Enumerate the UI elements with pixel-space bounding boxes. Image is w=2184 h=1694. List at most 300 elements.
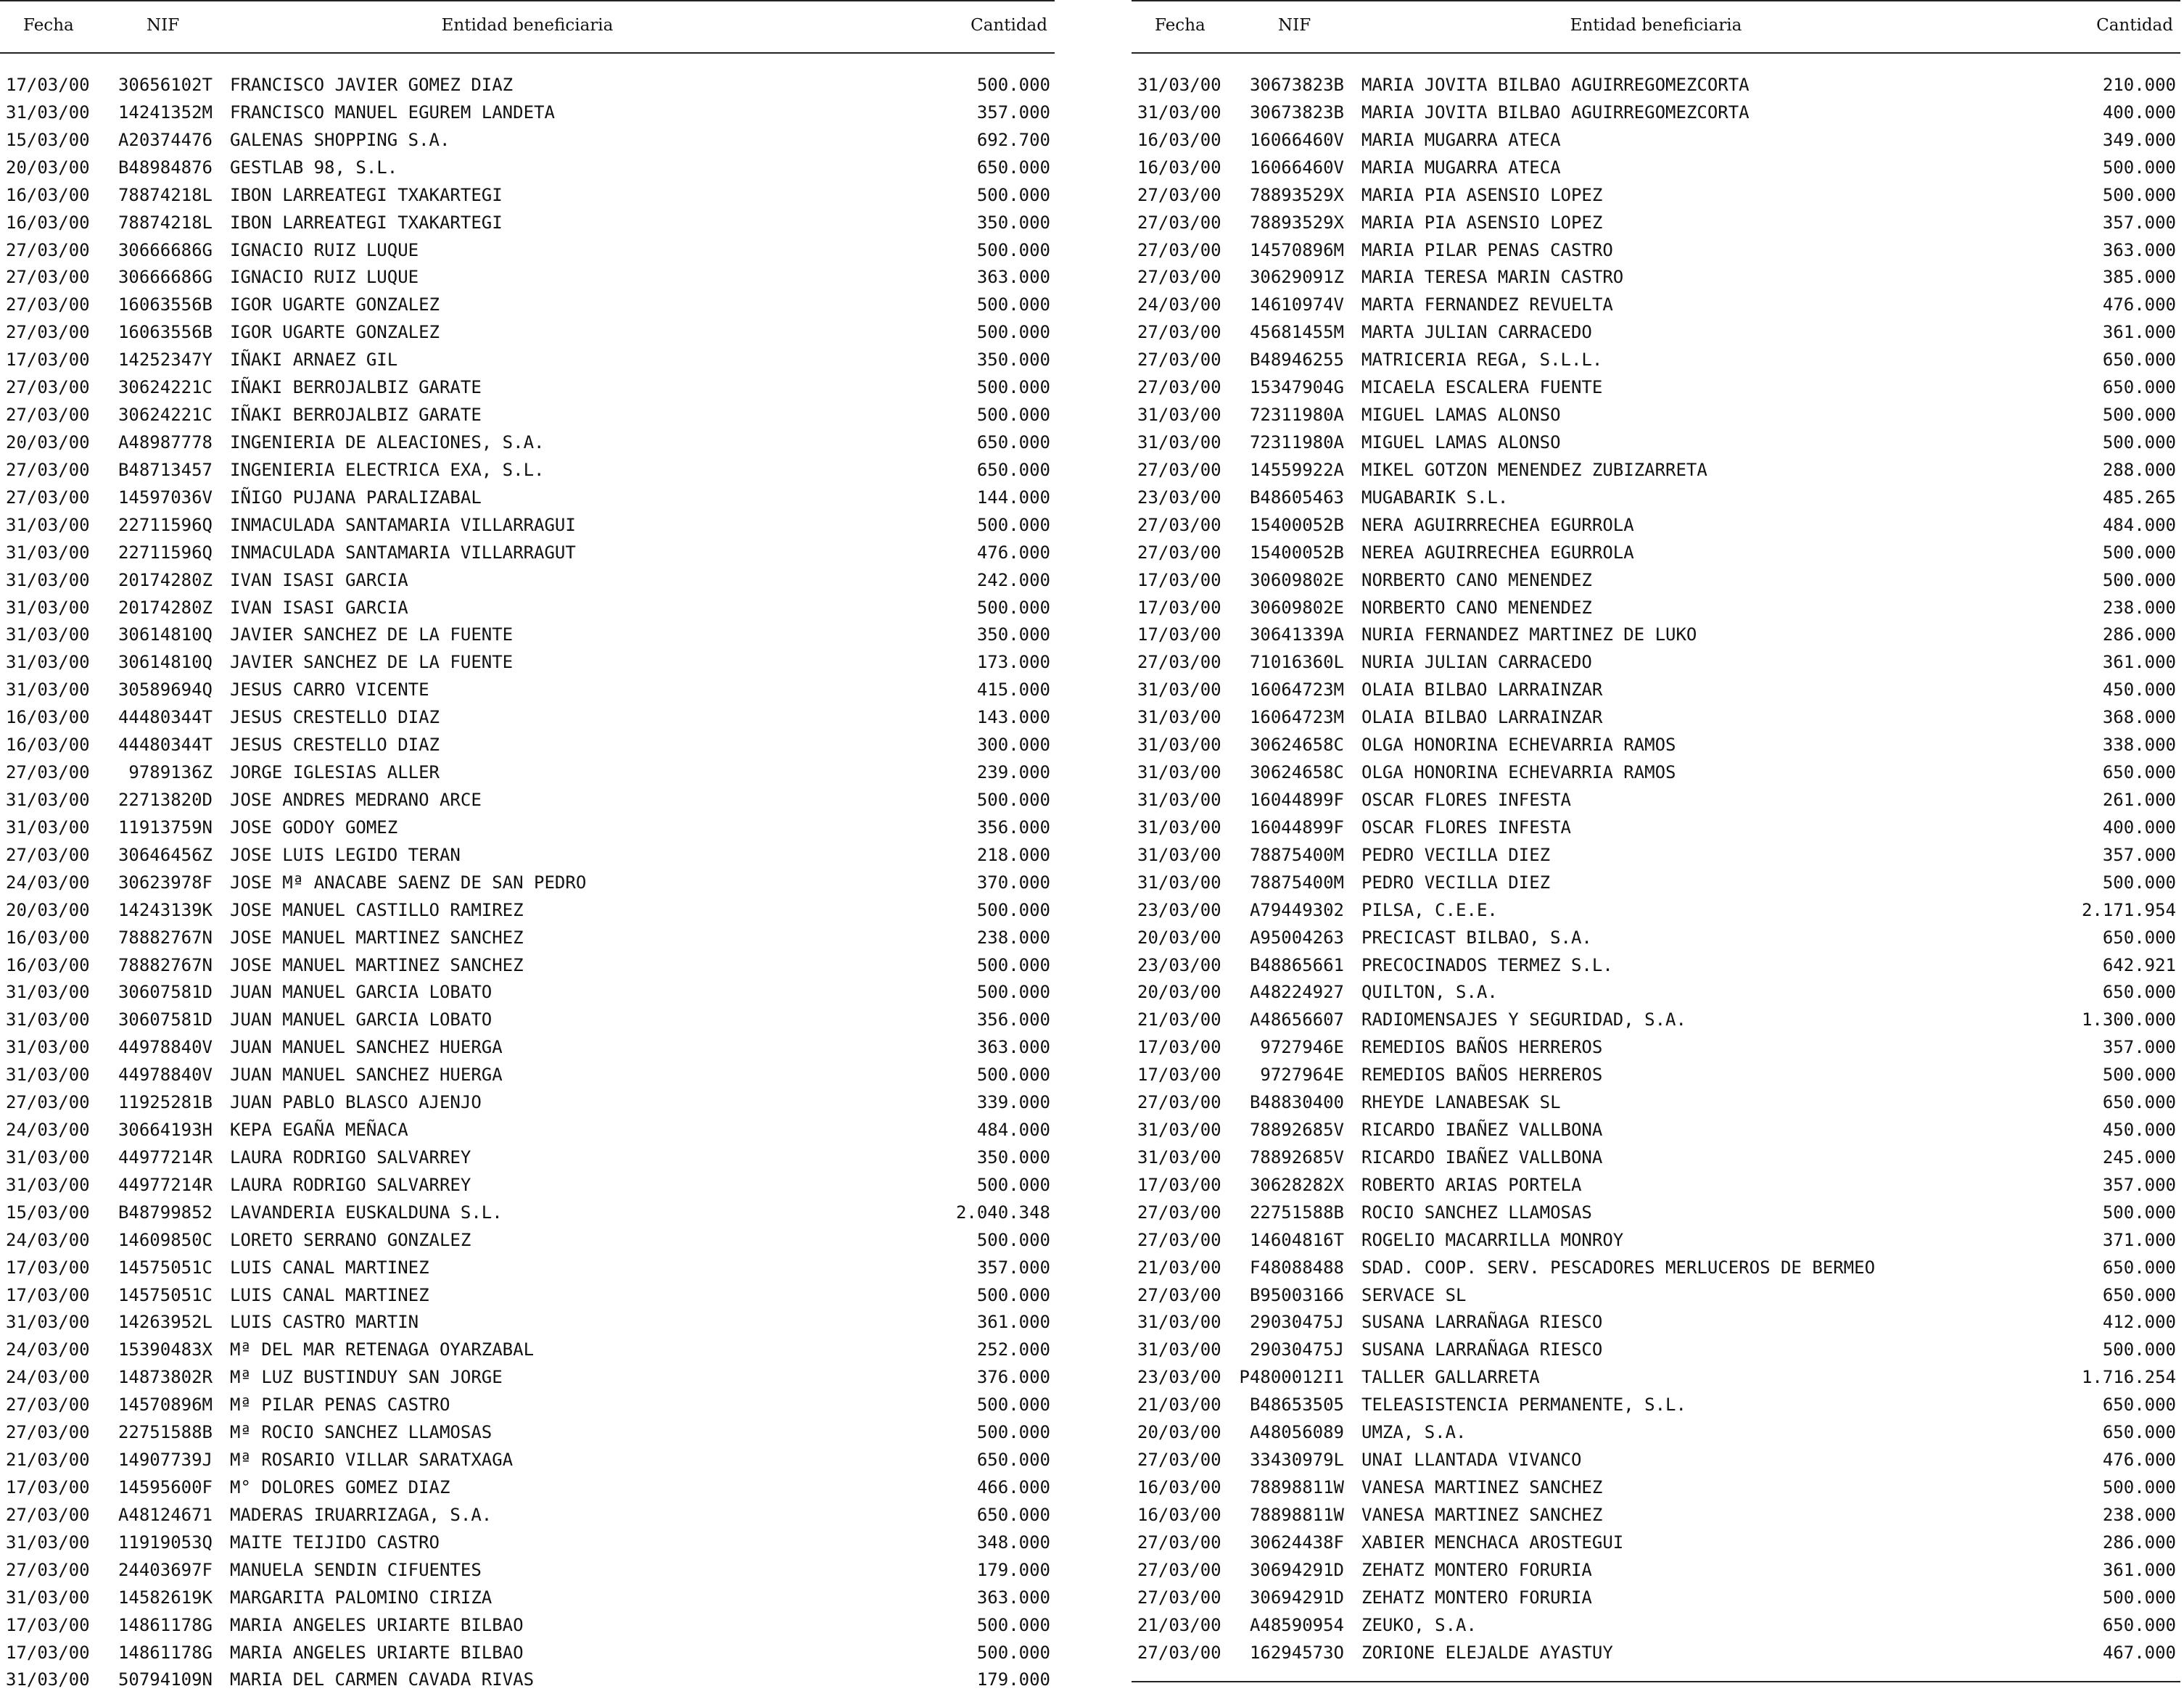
cell-fecha: 15/03/00 [6,129,90,150]
cell-entidad: OLAIA BILBAO LARRAINZAR [1361,707,1603,728]
table-row [0,72,1055,99]
cell-fecha: 31/03/00 [1137,679,1221,701]
cell-entidad: JUAN PABLO BLASCO AJENJO [230,1092,482,1113]
cell-nif: A48056089 [1249,1422,1344,1443]
cell-nif: F48088488 [1249,1257,1344,1278]
cell-nif: 14559922A [1249,459,1344,480]
cell-cantidad: 650.000 [2102,1257,2176,1278]
cell-fecha: 31/03/00 [1137,1339,1221,1360]
cell-entidad: REMEDIOS BAÑOS HERREROS [1361,1065,1603,1086]
cell-entidad: NERA AGUIRRRECHEA EGURROLA [1361,514,1634,535]
cell-nif: 16294573O [1249,1642,1344,1663]
cell-cantidad: 650.000 [2102,1422,2176,1443]
cell-entidad: RHEYDE LANABESAK SL [1361,1092,1561,1113]
cell-entidad: IGNACIO RUIZ LUQUE [230,239,419,260]
cell-nif: 16063556B [118,294,213,315]
table-row [0,1117,1055,1144]
cell-fecha: 27/03/00 [6,267,90,288]
cell-fecha: 27/03/00 [1137,459,1221,480]
cell-nif: 78874218L [118,184,213,205]
cell-nif: 14241352M [118,102,213,123]
table-row [1132,1255,2180,1282]
cell-fecha: 31/03/00 [1137,102,1221,123]
cell-nif: 15347904G [1249,377,1344,398]
cell-cantidad: 357.000 [976,102,1050,123]
cell-entidad: OSCAR FLORES INFESTA [1361,789,1571,810]
cell-cantidad: 650.000 [976,1504,1050,1525]
cell-cantidad: 485.265 [2102,487,2176,508]
cell-nif: 11919053Q [118,1532,213,1553]
cell-entidad: ZORIONE ELEJALDE AYASTUY [1361,1642,1613,1663]
cell-entidad: MARIA TERESA MARIN CASTRO [1361,267,1624,288]
cell-nif: 29030475J [1249,1312,1344,1333]
cell-cantidad: 2.171.954 [2081,899,2176,920]
cell-nif: 14873802R [118,1367,213,1388]
cell-cantidad: 500.000 [2102,542,2176,563]
cell-fecha: 27/03/00 [1137,212,1221,233]
cell-nif: B48605463 [1249,487,1344,508]
cell-nif: 11925281B [118,1092,213,1113]
cell-fecha: 27/03/00 [1137,184,1221,205]
table-row [0,512,1055,540]
table-row [1132,1034,2180,1062]
cell-cantidad: 650.000 [2102,1092,2176,1113]
cell-cantidad: 143.000 [976,707,1050,728]
cell-entidad: IÑAKI ARNAEZ GIL [230,350,398,371]
table-row [0,1666,1055,1694]
cell-cantidad: 500.000 [2102,569,2176,590]
cell-fecha: 31/03/00 [6,1174,90,1195]
table-row [1132,99,2180,127]
cell-fecha: 23/03/00 [1137,1367,1221,1388]
cell-nif: 14252347Y [118,350,213,371]
table-header [0,16,1055,42]
cell-entidad: IVAN ISASI GARCIA [230,569,408,590]
cell-nif: 30673823B [1249,102,1344,123]
table-row [1132,512,2180,540]
cell-cantidad: 500.000 [976,184,1050,205]
cell-entidad: ROCIO SANCHEZ LLAMOSAS [1361,1202,1592,1223]
table-row [1132,429,2180,457]
cell-nif: 45681455M [1249,322,1344,343]
cell-nif: 71016360L [1249,652,1344,673]
cell-fecha: 20/03/00 [1137,927,1221,948]
table-row [1132,1640,2180,1667]
cell-entidad: ZEHATZ MONTERO FORURIA [1361,1587,1592,1608]
cell-cantidad: 500.000 [2102,1587,2176,1608]
cell-fecha: 27/03/00 [1137,514,1221,535]
cell-entidad: JOSE GODOY GOMEZ [230,817,398,838]
cell-fecha: 31/03/00 [1137,789,1221,810]
cell-fecha: 31/03/00 [6,542,90,563]
cell-nif: A48590954 [1249,1614,1344,1635]
cell-entidad: OLGA HONORINA ECHEVARRIA RAMOS [1361,735,1676,756]
cell-cantidad: 650.000 [2102,982,2176,1003]
table-row [1132,402,2180,429]
cell-nif: 14861178G [118,1642,213,1663]
cell-cantidad: 363.000 [2102,239,2176,260]
cell-entidad: VANESA MARTINEZ SANCHEZ [1361,1477,1603,1498]
cell-nif: 30694291D [1249,1559,1344,1580]
cell-cantidad: 286.000 [2102,1532,2176,1553]
cell-nif: 16064723M [1249,707,1344,728]
cell-entidad: SERVACE SL [1361,1284,1467,1305]
cell-cantidad: 476.000 [976,542,1050,563]
cell-nif: 30624438F [1249,1532,1344,1553]
table-row [1132,1612,2180,1640]
cell-cantidad: 385.000 [2102,267,2176,288]
cell-nif: 16044899F [1249,817,1344,838]
cell-entidad: Mª ROSARIO VILLAR SARATXAGA [230,1450,514,1471]
table-row [0,704,1055,732]
cell-cantidad: 1.716.254 [2081,1367,2176,1388]
cell-nif: 30694291D [1249,1587,1344,1608]
table-row [0,182,1055,210]
cell-entidad: INGENIERIA DE ALEACIONES, S.A. [230,431,545,453]
cell-entidad: PEDRO VECILLA DIEZ [1361,872,1551,893]
table-row [1132,1172,2180,1199]
cell-cantidad: 500.000 [976,1065,1050,1086]
cell-fecha: 27/03/00 [6,294,90,315]
table-row [1132,237,2180,265]
cell-cantidad: 500.000 [976,239,1050,260]
cell-cantidad: 261.000 [2102,789,2176,810]
cell-nif: 30666686G [118,239,213,260]
cell-cantidad: 500.000 [976,1422,1050,1443]
cell-cantidad: 350.000 [976,350,1050,371]
cell-cantidad: 650.000 [976,431,1050,453]
table-row [1132,319,2180,347]
cell-cantidad: 245.000 [2102,1146,2176,1168]
cell-fecha: 31/03/00 [6,1146,90,1168]
cell-fecha: 27/03/00 [1137,542,1221,563]
cell-nif: 30641339A [1249,624,1344,645]
table-row [0,1007,1055,1034]
cell-cantidad: 238.000 [976,927,1050,948]
cell-nif: 78892685V [1249,1120,1344,1141]
table-row [1132,595,2180,622]
cell-fecha: 31/03/00 [1137,844,1221,865]
cell-cantidad: 210.000 [2102,75,2176,95]
cell-entidad: GALENAS SHOPPING S.A. [230,129,450,150]
cell-entidad: MARTA JULIAN CARRACEDO [1361,322,1592,343]
cell-fecha: 21/03/00 [1137,1395,1221,1416]
cell-cantidad: 238.000 [2102,597,2176,618]
cell-cantidad: 500.000 [976,982,1050,1003]
table-row [1132,952,2180,980]
table-row [1132,1007,2180,1034]
cell-fecha: 27/03/00 [6,762,90,783]
cell-fecha: 27/03/00 [6,1504,90,1525]
cell-nif: B48653505 [1249,1395,1344,1416]
cell-fecha: 31/03/00 [6,1009,90,1030]
cell-nif: 30623978F [118,872,213,893]
table-row [0,925,1055,952]
cell-fecha: 31/03/00 [6,514,90,535]
cell-cantidad: 412.000 [2102,1312,2176,1333]
table-row [0,264,1055,292]
table-row [1132,1529,2180,1557]
cell-cantidad: 350.000 [976,624,1050,645]
table-row [0,1336,1055,1364]
cell-nif: B48946255 [1249,350,1344,371]
table-row [1132,540,2180,567]
cell-nif: 14575051C [118,1284,213,1305]
cell-nif: P4800012I1 [1239,1367,1344,1388]
cell-nif: A20374476 [118,129,213,150]
right-table-body [1132,72,2180,1666]
cell-entidad: INMACULADA SANTAMARIA VILLARRAGUT [230,542,576,563]
cell-nif: 78874218L [118,212,213,233]
table-row [0,1447,1055,1474]
cell-nif: 22751588B [1249,1202,1344,1223]
cell-fecha: 24/03/00 [6,1229,90,1250]
cell-fecha: 23/03/00 [1137,899,1221,920]
cell-fecha: 24/03/00 [6,872,90,893]
cell-nif: 22711596Q [118,514,213,535]
header-nif: NIF [147,16,180,35]
cell-fecha: 16/03/00 [1137,1504,1221,1525]
cell-nif: 30664193H [118,1120,213,1141]
cell-entidad: IBON LARREATEGI TXAKARTEGI [230,184,503,205]
table-row [0,99,1055,127]
cell-cantidad: 288.000 [2102,459,2176,480]
cell-nif: 44978840V [118,1065,213,1086]
cell-entidad: GESTLAB 98, S.L. [230,157,398,178]
cell-entidad: MARIA PIA ASENSIO LOPEZ [1361,184,1603,205]
cell-cantidad: 500.000 [976,1614,1050,1635]
table-row [1132,787,2180,814]
cell-entidad: IÑAKI BERROJALBIZ GARATE [230,405,482,426]
header-fecha: Fecha [1155,16,1206,35]
cell-nif: 14604816T [1249,1229,1344,1250]
cell-entidad: NORBERTO CANO MENENDEZ [1361,569,1592,590]
cell-nif: 50794109N [118,1669,213,1690]
cell-nif: 30607581D [118,1009,213,1030]
cell-fecha: 31/03/00 [6,817,90,838]
cell-nif: 9727964E [1260,1065,1344,1086]
cell-nif: 22711596Q [118,542,213,563]
cell-entidad: RADIOMENSAJES Y SEGURIDAD, S.A. [1361,1009,1686,1030]
cell-nif: 30666686G [118,267,213,288]
cell-cantidad: 500.000 [2102,1202,2176,1223]
cell-fecha: 17/03/00 [1137,1065,1221,1086]
cell-entidad: RICARDO IBAÑEZ VALLBONA [1361,1146,1603,1168]
cell-entidad: TELEASISTENCIA PERMANENTE, S.L. [1361,1395,1686,1416]
cell-cantidad: 179.000 [976,1559,1050,1580]
cell-cantidad: 500.000 [976,322,1050,343]
cell-cantidad: 467.000 [2102,1642,2176,1663]
cell-entidad: JOSE MANUEL MARTINEZ SANCHEZ [230,927,524,948]
table-row [1132,621,2180,649]
cell-entidad: TALLER GALLARRETA [1361,1367,1540,1388]
cell-entidad: LAURA RODRIGO SALVARREY [230,1146,471,1168]
cell-fecha: 17/03/00 [6,1257,90,1278]
cell-nif: 22751588B [118,1422,213,1443]
table-row [0,1474,1055,1502]
top-rule [0,0,1055,1]
cell-cantidad: 357.000 [2102,1037,2176,1058]
cell-cantidad: 179.000 [976,1669,1050,1690]
cell-fecha: 24/03/00 [6,1367,90,1388]
cell-nif: 78875400M [1249,872,1344,893]
cell-nif: 14907739J [118,1450,213,1471]
cell-cantidad: 500.000 [976,1395,1050,1416]
table-row [0,127,1055,154]
cell-cantidad: 348.000 [976,1532,1050,1553]
cell-fecha: 17/03/00 [6,75,90,95]
cell-nif: 78882767N [118,927,213,948]
cell-fecha: 17/03/00 [6,1642,90,1663]
cell-cantidad: 650.000 [2102,1395,2176,1416]
cell-entidad: JUAN MANUEL SANCHEZ HUERGA [230,1037,503,1058]
cell-entidad: MARTA FERNANDEZ REVUELTA [1361,294,1613,315]
cell-cantidad: 339.000 [976,1092,1050,1113]
cell-entidad: Mª PILAR PENAS CASTRO [230,1395,450,1416]
cell-cantidad: 350.000 [976,1146,1050,1168]
cell-entidad: OSCAR FLORES INFESTA [1361,817,1571,838]
cell-fecha: 20/03/00 [6,431,90,453]
cell-nif: 78892685V [1249,1146,1344,1168]
cell-entidad: JUAN MANUEL GARCIA LOBATO [230,1009,493,1030]
cell-cantidad: 500.000 [976,1284,1050,1305]
cell-nif: 14861178G [118,1614,213,1635]
cell-cantidad: 500.000 [2102,1065,2176,1086]
cell-cantidad: 400.000 [2102,102,2176,123]
cell-cantidad: 500.000 [2102,405,2176,426]
cell-entidad: NORBERTO CANO MENENDEZ [1361,597,1592,618]
cell-entidad: JORGE IGLESIAS ALLER [230,762,440,783]
table-row [0,374,1055,402]
table-row [0,457,1055,484]
cell-nif: 14243139K [118,899,213,920]
cell-cantidad: 650.000 [2102,927,2176,948]
cell-nif: 15390483X [118,1339,213,1360]
cell-fecha: 31/03/00 [6,569,90,590]
cell-fecha: 31/03/00 [1137,1146,1221,1168]
cell-cantidad: 239.000 [976,762,1050,783]
cell-nif: 16066460V [1249,129,1344,150]
cell-fecha: 27/03/00 [6,487,90,508]
table-row [1132,1392,2180,1419]
cell-entidad: VANESA MARTINEZ SANCHEZ [1361,1504,1603,1525]
cell-fecha: 24/03/00 [6,1120,90,1141]
cell-fecha: 16/03/00 [6,707,90,728]
table-row [1132,1557,2180,1584]
table-row [1132,292,2180,319]
table-row [1132,1089,2180,1117]
table-row [0,319,1055,347]
header-rule [0,52,1055,54]
table-row [1132,154,2180,182]
cell-fecha: 31/03/00 [1137,872,1221,893]
table-row [1132,182,2180,210]
cell-entidad: IBON LARREATEGI TXAKARTEGI [230,212,503,233]
cell-entidad: UMZA, S.A. [1361,1422,1467,1443]
table-row [0,1282,1055,1310]
cell-cantidad: 356.000 [976,1009,1050,1030]
cell-nif: 78893529X [1249,212,1344,233]
cell-cantidad: 350.000 [976,212,1050,233]
cell-cantidad: 357.000 [2102,1174,2176,1195]
cell-entidad: NURIA FERNANDEZ MARTINEZ DE LUKO [1361,624,1697,645]
cell-cantidad: 415.000 [976,679,1050,701]
cell-nif: 14575051C [118,1257,213,1278]
cell-entidad: NURIA JULIAN CARRACEDO [1361,652,1592,673]
cell-entidad: MARIA JOVITA BILBAO AGUIRREGOMEZCORTA [1361,75,1750,95]
table-row [1132,1502,2180,1529]
cell-cantidad: 476.000 [2102,294,2176,315]
table-row [0,237,1055,265]
table-row [1132,127,2180,154]
cell-cantidad: 1.300.000 [2081,1009,2176,1030]
cell-cantidad: 370.000 [976,872,1050,893]
table-row [1132,1117,2180,1144]
cell-cantidad: 371.000 [2102,1229,2176,1250]
cell-fecha: 27/03/00 [6,1559,90,1580]
cell-cantidad: 650.000 [976,157,1050,178]
cell-cantidad: 650.000 [2102,1284,2176,1305]
cell-nif: 20174280Z [118,569,213,590]
cell-cantidad: 252.000 [976,1339,1050,1360]
cell-nif: 11913759N [118,817,213,838]
cell-cantidad: 349.000 [2102,129,2176,150]
cell-entidad: LUIS CANAL MARTINEZ [230,1257,429,1278]
cell-nif: 44977214R [118,1174,213,1195]
cell-cantidad: 286.000 [2102,624,2176,645]
cell-entidad: Mª ROCIO SANCHEZ LLAMOSAS [230,1422,493,1443]
table-row [0,677,1055,704]
table-row [0,210,1055,237]
cell-entidad: MADERAS IRUARRIZAGA, S.A. [230,1504,493,1525]
cell-fecha: 27/03/00 [6,322,90,343]
table-row [1132,979,2180,1007]
cell-entidad: JESUS CRESTELLO DIAZ [230,707,440,728]
cell-nif: A95004263 [1249,927,1344,948]
cell-entidad: JOSE MANUEL MARTINEZ SANCHEZ [230,954,524,975]
cell-entidad: JESUS CARRO VICENTE [230,679,429,701]
cell-nif: 14610974V [1249,294,1344,315]
table-row [0,1640,1055,1667]
cell-cantidad: 650.000 [2102,377,2176,398]
cell-cantidad: 361.000 [2102,1559,2176,1580]
table-row [0,1584,1055,1612]
cell-cantidad: 500.000 [976,1642,1050,1663]
cell-nif: 78882767N [118,954,213,975]
cell-entidad: LUIS CASTRO MARTIN [230,1312,419,1333]
cell-nif: 14570896M [118,1395,213,1416]
cell-entidad: INGENIERIA ELECTRICA EXA, S.L. [230,459,545,480]
cell-cantidad: 500.000 [2102,157,2176,178]
cell-cantidad: 450.000 [2102,1120,2176,1141]
cell-fecha: 31/03/00 [1137,75,1221,95]
cell-fecha: 31/03/00 [6,597,90,618]
cell-cantidad: 218.000 [976,844,1050,865]
cell-entidad: LAVANDERIA EUSKALDUNA S.L. [230,1202,503,1223]
table-row [1132,1282,2180,1310]
table-row [0,402,1055,429]
cell-fecha: 31/03/00 [1137,762,1221,783]
cell-fecha: 17/03/00 [6,350,90,371]
cell-fecha: 20/03/00 [1137,1422,1221,1443]
cell-entidad: IGOR UGARTE GONZALEZ [230,322,440,343]
cell-fecha: 31/03/00 [6,1587,90,1608]
bottom-rule [1132,1681,2180,1682]
table-row [0,567,1055,595]
cell-fecha: 16/03/00 [1137,157,1221,178]
cell-nif: 44480344T [118,707,213,728]
left-table-body [0,72,1055,1694]
